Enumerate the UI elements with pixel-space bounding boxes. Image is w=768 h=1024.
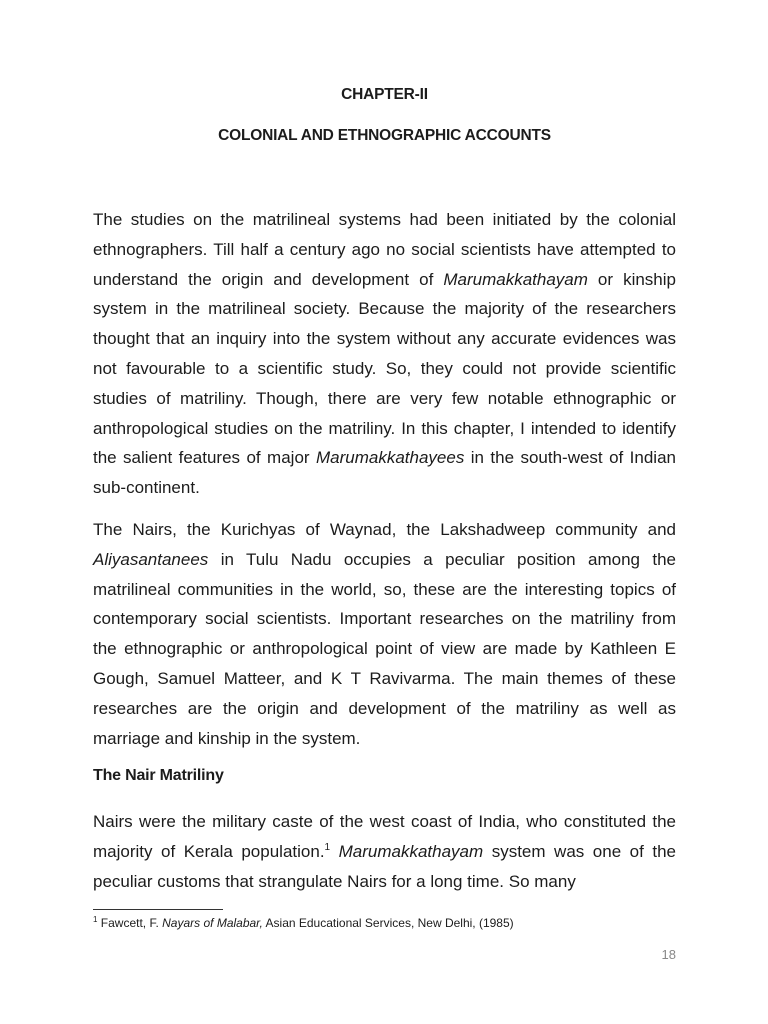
paragraph-communities: The Nairs, the Kurichyas of Waynad, the Lakshadweep community and Aliyasantanees in Tulu Nadu occupies a peculiar position among the matrilineal communities in the world, so, these are the interesting topics of contemporary social scientists. Important researches on the matriliny from the ethnographic or anthropological point of view are made by Kathleen E Gough, Samuel Matteer, and K T Ravivarma. The main themes of these researches are the origin and development of the matriliny as well as marriage and kinship in the system.: [93, 520, 676, 748]
footnote: $^1$ Fawcett, F. Nayars of Malabar, Asian Educational Services, New Delhi, (1985): [93, 915, 514, 930]
footnote-reference[interactable]: 1: [324, 841, 331, 853]
footnote-number: 1: [93, 915, 98, 924]
footnote-divider: [93, 909, 223, 910]
chapter-title: COLONIAL AND ETHNOGRAPHIC ACCOUNTS: [218, 127, 551, 144]
section-heading: The Nair Matriliny: [93, 767, 224, 784]
paragraph-intro: The studies on the matrilineal systems had been initiated by the colonial ethnographers. Till half a century ago no social scientists have attempted to understand the origin and development of Marumakkathayam or kinship system in the matrilineal society. Because the majority of the researchers thought that an inquiry into the system without any accurate evidences was not favourable to a scientific study. So, they could not provide scientific studies of matriliny. Though, there are very few notable ethnographic or anthropological studies on the matriliny. In this chapter, I intended to identify the salient features of major Marumakkathayees in the south-west of Indian sub-continent.: [93, 210, 676, 498]
chapter-label: CHAPTER-II: [341, 86, 428, 103]
paragraph-nairs: Nairs were the military caste of the west coast of India, who constituted the majority of Kerala population.$^1$ Marumakkathayam system was one of the peculiar customs that strangulate Nairs for a long time. So many: [93, 812, 676, 891]
page-number: 18: [661, 947, 676, 962]
